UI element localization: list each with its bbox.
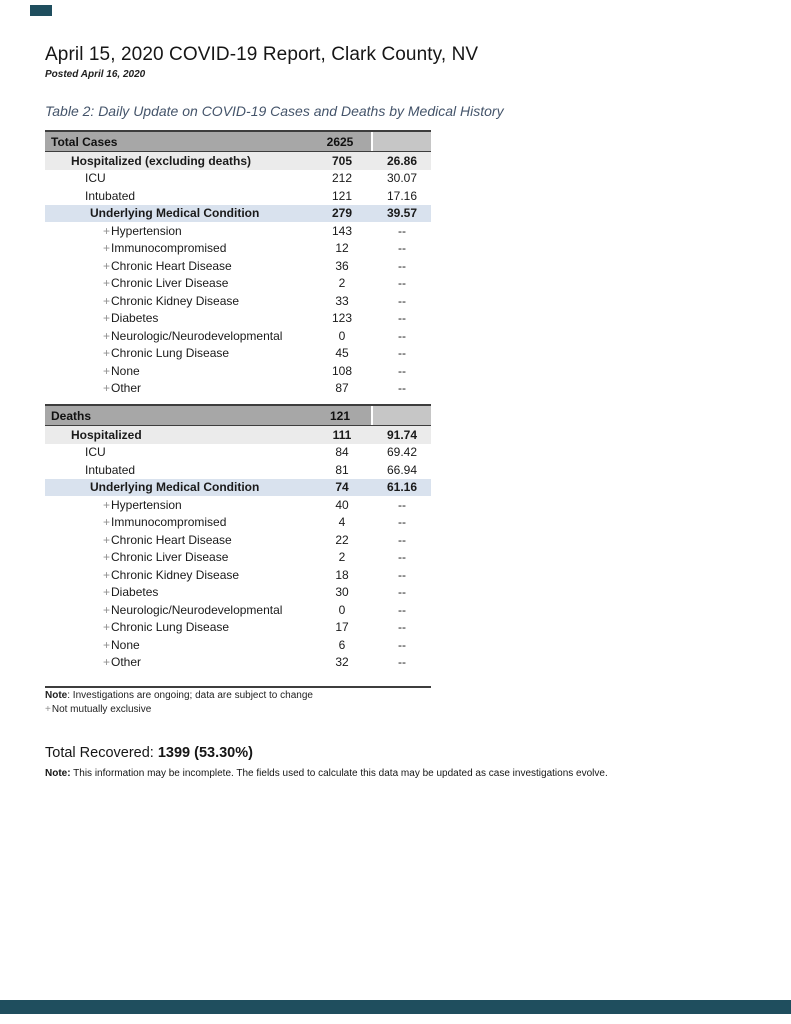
total-recovered-label: Total Recovered: bbox=[45, 745, 158, 761]
plus-marker: + bbox=[103, 328, 111, 343]
plus-marker: + bbox=[103, 223, 111, 238]
table-row bbox=[45, 222, 431, 240]
row-label-text: None bbox=[111, 363, 140, 378]
table-header-row bbox=[45, 406, 431, 426]
row-label-text: Neurologic/Neurodevelopmental bbox=[111, 602, 283, 617]
table-row bbox=[45, 205, 431, 223]
row-label bbox=[45, 259, 311, 273]
row-pct: -- bbox=[398, 567, 406, 582]
row-label-text: Immunocompromised bbox=[111, 515, 227, 530]
row-value: 2 bbox=[338, 276, 346, 291]
row-label-text: Underlying Medical Condition bbox=[90, 206, 260, 221]
row-pct: -- bbox=[398, 532, 406, 547]
row-pct: -- bbox=[398, 311, 406, 326]
row-label bbox=[45, 533, 311, 547]
table-row bbox=[45, 601, 431, 619]
table-row bbox=[45, 444, 431, 462]
row-pct: 39.57 bbox=[386, 206, 418, 221]
plus-marker: + bbox=[103, 637, 111, 652]
row-value: 36 bbox=[335, 258, 349, 273]
table-header-value: 121 bbox=[329, 408, 351, 423]
table-footnotes bbox=[45, 689, 431, 717]
plus-marker: + bbox=[103, 258, 111, 273]
row-value: 17 bbox=[335, 620, 349, 635]
row-value: 84 bbox=[335, 445, 349, 460]
row-value: 143 bbox=[331, 223, 353, 238]
recovered-note-text: This information may be incomplete. The fields used to calculate this data may be updated as case investigations evolve. bbox=[70, 768, 608, 779]
plus-marker: + bbox=[103, 346, 111, 361]
deaths-table bbox=[45, 404, 431, 688]
total-recovered-value: 1399 (53.30%) bbox=[157, 745, 253, 761]
table-header-pct bbox=[371, 406, 431, 425]
row-value: 45 bbox=[335, 346, 349, 361]
row-value: 2 bbox=[338, 550, 346, 565]
table-caption: Table 2: Daily Update on COVID-19 Cases and Deaths by Medical History bbox=[45, 103, 504, 119]
row-value: 87 bbox=[335, 381, 349, 396]
table-header-pct bbox=[371, 132, 431, 151]
row-label-text: Intubated bbox=[85, 188, 136, 203]
row-label bbox=[45, 515, 311, 529]
table-row bbox=[45, 187, 431, 205]
row-label bbox=[45, 171, 311, 185]
row-label bbox=[45, 603, 311, 617]
table-header-label: Total Cases bbox=[51, 134, 118, 149]
table-row bbox=[45, 152, 431, 170]
row-label-text: Other bbox=[111, 655, 142, 670]
plus-marker: + bbox=[103, 293, 111, 308]
row-label-text: Chronic Heart Disease bbox=[111, 532, 232, 547]
row-pct: 61.16 bbox=[386, 480, 418, 495]
row-pct: 66.94 bbox=[386, 462, 418, 477]
table-row bbox=[45, 636, 431, 654]
report-title: April 15, 2020 COVID-19 Report, Clark County, NV bbox=[45, 44, 479, 65]
row-label bbox=[45, 206, 311, 220]
plus-marker: + bbox=[103, 276, 111, 291]
table-row bbox=[45, 275, 431, 293]
table-row bbox=[45, 170, 431, 188]
row-pct: -- bbox=[398, 515, 406, 530]
table-row bbox=[45, 327, 431, 345]
table-row bbox=[45, 654, 431, 672]
row-pct: -- bbox=[398, 293, 406, 308]
table-row bbox=[45, 566, 431, 584]
table-row bbox=[45, 240, 431, 258]
row-pct: -- bbox=[398, 381, 406, 396]
table-row bbox=[45, 362, 431, 380]
row-pct: -- bbox=[398, 620, 406, 635]
row-value: 30 bbox=[335, 585, 349, 600]
row-label bbox=[45, 381, 311, 395]
footnote-ongoing bbox=[45, 689, 431, 703]
plus-marker: + bbox=[103, 550, 111, 565]
row-pct: -- bbox=[398, 585, 406, 600]
table-header-row bbox=[45, 132, 431, 152]
plus-marker: + bbox=[103, 363, 111, 378]
row-value: 74 bbox=[335, 480, 349, 495]
row-pct: -- bbox=[398, 346, 406, 361]
medical-history-tables bbox=[45, 130, 431, 688]
row-value: 22 bbox=[335, 532, 349, 547]
plus-marker: + bbox=[103, 532, 111, 547]
row-value: 6 bbox=[338, 637, 346, 652]
row-label bbox=[45, 311, 311, 325]
plus-marker: + bbox=[103, 381, 111, 396]
row-value: 123 bbox=[331, 311, 353, 326]
row-label-text: Hypertension bbox=[111, 497, 182, 512]
row-pct: -- bbox=[398, 223, 406, 238]
row-label-text: Underlying Medical Condition bbox=[90, 480, 260, 495]
row-label-text: Chronic Heart Disease bbox=[111, 258, 232, 273]
plus-marker: + bbox=[103, 497, 111, 512]
plus-marker: + bbox=[45, 704, 51, 715]
row-pct: -- bbox=[398, 550, 406, 565]
total-cases-table bbox=[45, 130, 431, 397]
table-header-label: Deaths bbox=[51, 408, 92, 423]
row-label bbox=[45, 568, 311, 582]
row-pct: -- bbox=[398, 328, 406, 343]
row-label bbox=[45, 346, 311, 360]
row-pct: -- bbox=[398, 602, 406, 617]
row-pct: 17.16 bbox=[386, 188, 418, 203]
row-value: 18 bbox=[335, 567, 349, 582]
row-label bbox=[45, 655, 311, 669]
row-value: 0 bbox=[338, 602, 346, 617]
table-row bbox=[45, 531, 431, 549]
row-label bbox=[45, 241, 311, 255]
table-row bbox=[45, 461, 431, 479]
row-value: 111 bbox=[332, 427, 352, 442]
row-label-text: Chronic Liver Disease bbox=[111, 276, 229, 291]
row-value: 40 bbox=[335, 497, 349, 512]
row-label-text: ICU bbox=[85, 445, 106, 460]
row-pct: 91.74 bbox=[386, 427, 418, 442]
row-label-text: Hospitalized (excluding deaths) bbox=[71, 153, 252, 168]
row-label-text: Chronic Kidney Disease bbox=[111, 567, 240, 582]
row-label-text: Chronic Liver Disease bbox=[111, 550, 229, 565]
table-row bbox=[45, 426, 431, 444]
top-accent-bar bbox=[30, 5, 52, 16]
table-row bbox=[45, 292, 431, 310]
row-label-text: Neurologic/Neurodevelopmental bbox=[111, 328, 283, 343]
row-label bbox=[45, 364, 311, 378]
row-label bbox=[45, 329, 311, 343]
recovered-note bbox=[45, 768, 608, 779]
table-header-value: 2625 bbox=[326, 134, 354, 149]
plus-marker: + bbox=[103, 620, 111, 635]
table-row bbox=[45, 257, 431, 275]
table-row bbox=[45, 345, 431, 363]
row-label bbox=[45, 154, 311, 168]
table-row bbox=[45, 380, 431, 398]
table-row bbox=[45, 619, 431, 637]
row-label-text: Other bbox=[111, 381, 142, 396]
row-value: 279 bbox=[331, 206, 353, 221]
row-pct: -- bbox=[398, 637, 406, 652]
row-label bbox=[45, 463, 311, 477]
table-row bbox=[45, 479, 431, 497]
row-label bbox=[45, 276, 311, 290]
table-row bbox=[45, 310, 431, 328]
row-label bbox=[45, 445, 311, 459]
row-label bbox=[45, 585, 311, 599]
table-row bbox=[45, 584, 431, 602]
row-label bbox=[45, 638, 311, 652]
plus-marker: + bbox=[103, 311, 111, 326]
row-label bbox=[45, 189, 311, 203]
footnote-not-mutually-exclusive bbox=[45, 703, 431, 717]
row-label bbox=[45, 480, 311, 494]
plus-marker: + bbox=[103, 655, 111, 670]
row-label-text: Intubated bbox=[85, 462, 136, 477]
recovered-note-label: Note: bbox=[45, 768, 71, 779]
row-label bbox=[45, 498, 311, 512]
row-value: 81 bbox=[335, 462, 349, 477]
row-value: 705 bbox=[331, 153, 353, 168]
footnote-note-label: Note bbox=[45, 690, 68, 701]
row-value: 32 bbox=[335, 655, 349, 670]
plus-marker: + bbox=[103, 585, 111, 600]
row-label bbox=[45, 550, 311, 564]
row-label-text: Diabetes bbox=[111, 311, 159, 326]
row-pct: -- bbox=[398, 258, 406, 273]
table-row bbox=[45, 549, 431, 567]
row-pct: -- bbox=[398, 241, 406, 256]
row-value: 12 bbox=[335, 241, 349, 256]
row-pct: -- bbox=[398, 363, 406, 378]
plus-marker: + bbox=[103, 241, 111, 256]
table-row bbox=[45, 496, 431, 514]
bottom-accent-bar bbox=[0, 1000, 791, 1014]
row-pct: -- bbox=[398, 497, 406, 512]
row-value: 0 bbox=[338, 328, 346, 343]
row-value: 108 bbox=[331, 363, 353, 378]
table-row bbox=[45, 514, 431, 532]
row-label-text: ICU bbox=[85, 171, 106, 186]
row-pct: -- bbox=[398, 276, 406, 291]
row-value: 4 bbox=[338, 515, 346, 530]
row-label-text: Chronic Kidney Disease bbox=[111, 293, 240, 308]
footnote-not-mutually-text: Not mutually exclusive bbox=[51, 704, 152, 715]
row-pct: -- bbox=[398, 655, 406, 670]
row-label-text: Chronic Lung Disease bbox=[111, 346, 230, 361]
row-label-text: Diabetes bbox=[111, 585, 159, 600]
row-pct: 26.86 bbox=[386, 153, 418, 168]
footnote-note-text: : Investigations are ongoing; data are subject to change bbox=[67, 690, 313, 701]
row-pct: 30.07 bbox=[386, 171, 418, 186]
row-pct: 69.42 bbox=[386, 445, 418, 460]
row-value: 33 bbox=[335, 293, 349, 308]
row-label-text: Chronic Lung Disease bbox=[111, 620, 230, 635]
plus-marker: + bbox=[103, 602, 111, 617]
row-label-text: Hypertension bbox=[111, 223, 182, 238]
row-label bbox=[45, 428, 311, 442]
total-recovered-line bbox=[45, 745, 253, 761]
row-label bbox=[45, 620, 311, 634]
row-value: 121 bbox=[331, 188, 353, 203]
row-label bbox=[45, 224, 311, 238]
plus-marker: + bbox=[103, 515, 111, 530]
row-label bbox=[45, 294, 311, 308]
row-value: 212 bbox=[331, 171, 353, 186]
row-label-text: None bbox=[111, 637, 140, 652]
plus-marker: + bbox=[103, 567, 111, 582]
row-label-text: Immunocompromised bbox=[111, 241, 227, 256]
row-label-text: Hospitalized bbox=[71, 427, 142, 442]
posted-date: Posted April 16, 2020 bbox=[45, 69, 146, 80]
